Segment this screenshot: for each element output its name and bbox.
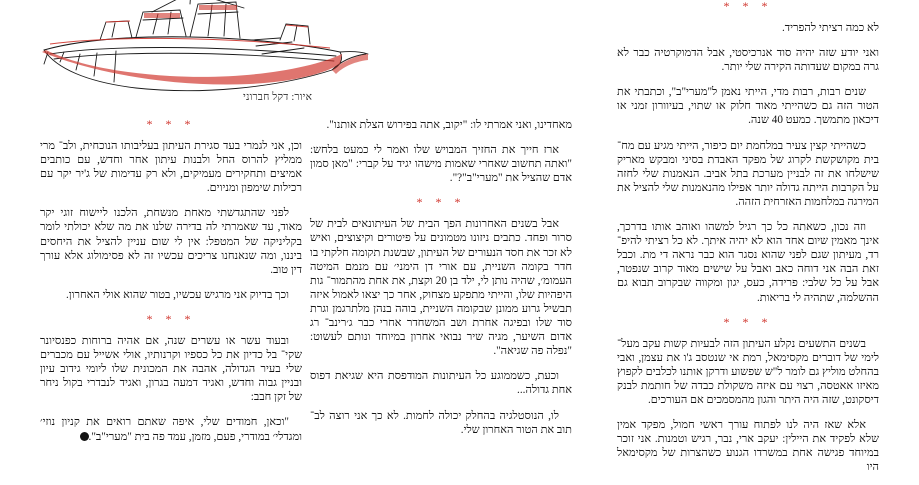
article-paragraph: ארז חייך את החזיך המבויש שלו ואמר לי כמעט בלחש: "ואתה תחשוב שאחרי שאמות מישהו יגיד על קברי: "מאן סמון אדם שהציל את "מערי"ב"?".	[310, 144, 572, 185]
article-column-1	[617, 0, 879, 485]
article-paragraph: וכעת, כשממוגע כל העיתונות המודפסת היא שגיאת דפוס אחת גדולה...	[310, 370, 572, 397]
article-paragraph: לו, הנוסטלגיה בהחלק יכולה לחמות. לא כך אני רוצה לב־ תוב את הטור האחרון שלי.	[310, 409, 572, 436]
article-column-3	[40, 118, 302, 455]
asterisk-separator: * * *	[723, 314, 773, 329]
article-paragraph: מאחדינו, ואני אמרתי לו: "יקוב, אתה בפירוש הצלת אותנו".	[326, 119, 572, 131]
article-paragraph: לפני שהתגדשתי מאחת מנשחת, הלכנו ליישוח זוגי יקר מאוד, עד שאמרתי לה בדירה שלנו את מה שלא יכולתי לומר בקליניקה של המטפל: אין לי שום עניין להציל את היחסים ביננו, ומה שנאנחנו צריכים עכשיו זה לא פסימולוג אלא עורך דין טוב.	[40, 207, 302, 276]
article-paragraph: ובעוד עשר או עשרים שנה, אם אהיה ברוחות כפנסיונר שקי־ בל כדיון את כל כספיו וקרנותיו, אולי אשייל עם מכברים שלי בעיר הגדולה, אהבה את המכונית שלו ליומי גידוב עיון ובניין גבוה וחדש, ואגיד דמעה בגרון, ואגיד לנבדרי בקול ניחר של זקן חבב:	[40, 334, 302, 404]
article-column-2	[310, 118, 572, 448]
article-paragraph: אלא שאז היה לנו לפתוח עורך ראשי חמול, מפקד אמין שלא לפקיד את היילין: יעקב ארי, נבר, רגיש וטמנות. אני זוכר במיוחד פגישה אחת במשרדו הגנוע כשהצרות של מקסימאל היו	[617, 419, 879, 474]
end-of-article-icon: ✕	[80, 432, 89, 441]
article-paragraph: אבל בשנים האחרונות הפך הבית של העיתונאים לבית של סרור ופחד. כתבים ניזונו מטמונים על פיטורים וקיצוצים, ואיש לא זכר את חסד הנעורים של העיתון, שבשנת תקומה חלקתי בו חדר בקומה השניית, עם אורי דן הימני׳ עם מנמם המיטה העמומ׳, שהיה נותן לי, ילד בן 20 וקצת, את אחת מהתמור־ גות היפהיות שלו, והייתי מתפקע מצחוק, אחר כך יצאו לאמול איזה תבשיל גרוע ממונן שבקומה השניית, בוהה בנהן מלתרגמן וגרת סוד שלו ובפיגה אחרת ושב המשחדר אחרי כבר ג׳רינב־ רג אדום השיער, מגיה שיר נבואי אחרון במיוחד ונותם לעשוט: "נפלה פה שגיאה".	[310, 218, 572, 358]
article-paragraph: בשנים התשעים נקלע העיתון הזה לבעיות קשות עקב מעל־ לימי של דוברים מקסימאל, רמת אי שנטסב ג'ו את עצמן, ואבי בהחלט מוליץ גם לומר ל"ש שפשוע ודרקן אותנו לכלבים לקפוץ מאיזו אאטסה, רצוי עם איזה משקולת כבדה של חותמת לבנק דיסקונט, שזה היה היתר והגון מהמסמכים אם העורכים.	[617, 337, 879, 406]
illustration-artwork	[40, 0, 370, 96]
article-paragraph: לא כמה רציתי להפריד.	[781, 22, 879, 34]
asterisk-separator: * * *	[416, 195, 466, 210]
boat-ink-illustration	[40, 0, 370, 108]
asterisk-separator: * * *	[146, 117, 196, 131]
article-paragraph: שנים רבות, רבות מדי, הייתי נאמן ל"מערי"ב", וכתבתי את הטור הזה גם כשהייתי מאוד חלוק או שתוי, בעיוורון זמני או דיכאון מתמשך. כמעט 40 שנה.	[617, 86, 879, 127]
article-paragraph: וכן, אני לגמרי בעד סגירת העיתון בעליבותו הנוכחית, ולב־ מרי ממליץ להרוס החל ולבנות עיתון אחר וחדש, עם כותבים אמיצים ותחקירים מעמיקים, ולא רק עדימות של ג'יר יקר עם רכילות שימפון ומניוים.	[40, 140, 302, 195]
article-paragraph: ואני יודע שזה יהיה סוד אנרכיסטי, אבל הדמוקרטיה כבר לא גרה במקום שעדותה הקירה שלי יותר.	[617, 47, 879, 74]
article-paragraph: כשהייתי קצין צעיר במלחמת יום כיפור, הייתי מגיע עם מח־ בית מקושקשת לקרוג של מפקד האבדת בסיני ומבקש מאריק שישלחו את זה לבניין מערכת בתל אביב. הנאמנות שלי לחזה על הקרבות הייתה גדולה יותר אפילו מהנאמנות שלי להציל את המירגה במלחמות האזרחית הזהה.	[617, 139, 879, 208]
asterisk-separator: * * *	[146, 311, 196, 326]
article-paragraph: וזה נכון, כשאתה כל כך רגיל למשהו ואוהב אותו בדרכך, אינך מאמין שיום אחד הוא לא יהיה איתך. לא כל רציתי להיפ־ רד, מעיתון שגם לפני שהוא נסגר הוא כבר נראה די מת. וכבל זאת הבה אני דוחה כאב ואבל על שישים מאוד קרוב שנפטר, אבל על כל שלבי: פרידה, כעס, יגון ומקווה שבקרוב תבוא גם ההשלמה, שתהיה לי בריאות.	[617, 221, 879, 304]
illustration-credit: איור: דקל חברוני	[243, 92, 313, 103]
article-paragraph: "וכאן, חמודים שלי, איפה שאתם רואים את קניון נוזי׳ ומגדלי׳ במודרי, פעם, מזמן, עמד פה בית "מערי"ב".✕	[40, 416, 302, 443]
article-paragraph: וכך בדיוק אני מרגיש עכשיו, בטור שהוא אולי האחרון.	[66, 288, 289, 301]
asterisk-separator: * * *	[723, 0, 773, 13]
